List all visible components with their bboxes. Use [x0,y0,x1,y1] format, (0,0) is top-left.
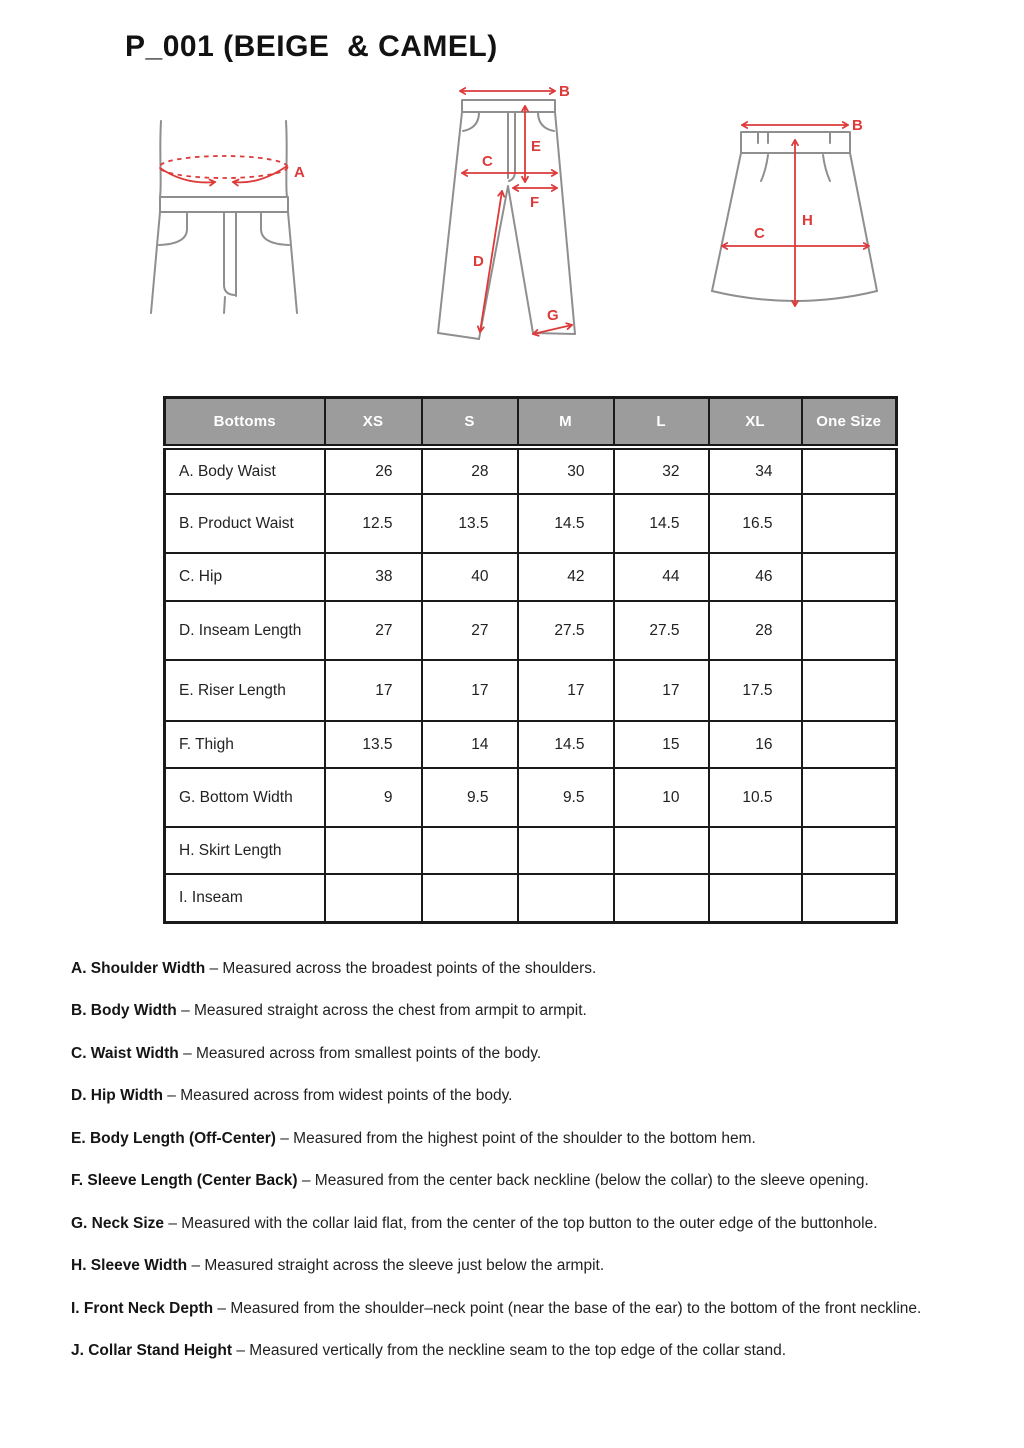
value-cell [709,827,802,874]
measure-label-H: H [802,212,813,229]
value-cell: 26 [325,447,422,494]
value-cell: 9 [325,768,422,827]
value-cell [802,874,897,922]
legend-separator: – [205,960,223,977]
legend-term: F. Sleeve Length (Center Back) [71,1172,298,1190]
value-cell: 34 [709,447,802,494]
legend-separator: – [213,1299,231,1317]
column-header: M [518,398,614,448]
value-cell: 10 [614,768,709,827]
table-row [165,553,897,601]
legend-item [71,1085,971,1107]
value-cell [709,874,802,922]
row-label-cell: F. Thigh [165,721,325,768]
row-label-cell: H. Skirt Length [165,827,325,874]
size-table-body [165,447,897,922]
legend-definition: Measured straight across the sleeve just below the armpit. [204,1257,605,1275]
measure-label-C: C [754,225,765,242]
legend-separator: – [178,1044,197,1062]
column-header: S [422,398,518,448]
pants-diagram [435,78,640,348]
legend-term: H. Sleeve Width [71,1257,188,1275]
value-cell [802,494,897,553]
legend-term: E. Body Length (Off-Center) [71,1129,276,1147]
value-cell: 27.5 [614,601,709,660]
value-cell: 13.5 [422,494,518,553]
legend-separator: – [176,1002,194,1020]
legend-item [71,1298,971,1320]
legend-definition: Measured across from widest points of the body. [180,1087,513,1105]
measure-label-D: D [473,253,484,270]
value-cell: 27 [422,601,518,660]
value-cell: 17 [518,660,614,721]
legend-term: J. Collar Stand Height [71,1342,233,1360]
legend-term: B. Body Width [71,1002,177,1020]
value-cell: 14.5 [518,721,614,768]
value-cell [614,874,709,922]
column-header: One Size [802,398,897,448]
value-cell: 9.5 [518,768,614,827]
table-row [165,768,897,827]
legend-term: A. Shoulder Width [71,960,206,977]
legend-item [71,1170,971,1192]
measure-label-F: F [530,194,540,211]
value-cell [422,874,518,922]
body-waist-diagram [123,95,343,320]
size-table-head [165,398,897,448]
value-cell: 27.5 [518,601,614,660]
value-cell [325,874,422,922]
legend-definition: Measured vertically from the neckline seam to the top edge of the collar stand. [249,1342,787,1360]
value-cell: 12.5 [325,494,422,553]
value-cell: 44 [614,553,709,601]
legend-separator: – [164,1214,182,1232]
measure-label-C: C [482,153,493,170]
legend-definition: Measured with the collar laid flat, from the center of the top button to the outer edge of the buttonhole. [181,1214,878,1232]
value-cell: 32 [614,447,709,494]
legend-item [71,1043,971,1065]
value-cell [614,827,709,874]
row-label-cell: C. Hip [165,553,325,601]
value-cell: 14.5 [614,494,709,553]
legend-definition: Measured from the highest point of the shoulder to the bottom hem. [293,1129,756,1147]
row-label-cell: E. Riser Length [165,660,325,721]
legend-item [71,1340,971,1362]
table-row [165,494,897,553]
row-label-cell: B. Product Waist [165,494,325,553]
row-label-cell: I. Inseam [165,874,325,922]
value-cell [802,827,897,874]
value-cell: 14 [422,721,518,768]
value-cell [802,768,897,827]
value-cell: 16.5 [709,494,802,553]
legend-item [71,1128,971,1150]
value-cell [802,660,897,721]
legend-item [71,1213,971,1235]
value-cell [802,721,897,768]
value-cell [422,827,518,874]
table-row [165,660,897,721]
value-cell [325,827,422,874]
value-cell: 16 [709,721,802,768]
table-row [165,601,897,660]
legend-definition: Measured from the center back neckline (below the collar) to the sleeve opening. [314,1172,869,1190]
row-label-cell: D. Inseam Length [165,601,325,660]
value-cell [518,874,614,922]
legend-item [71,1000,971,1022]
value-cell [518,827,614,874]
value-cell: 30 [518,447,614,494]
legend-definition: Measured straight across the chest from armpit to armpit. [194,1002,587,1020]
value-cell [802,553,897,601]
legend-term: G. Neck Size [71,1214,165,1232]
legend-separator: – [187,1257,205,1275]
value-cell [802,601,897,660]
legend-separator: – [162,1087,181,1105]
measure-label-G: G [547,307,559,324]
legend-definition: Measured from the shoulder–neck point (near the base of the ear) to the bottom of the front neckline. [230,1299,922,1317]
value-cell: 13.5 [325,721,422,768]
row-label-cell: A. Body Waist [165,447,325,494]
value-cell: 42 [518,553,614,601]
page-title: P_001 (BEIGE & CAMEL) [125,30,498,63]
table-row [165,874,897,922]
legend-item [71,1255,971,1277]
value-cell: 17 [325,660,422,721]
table-row [165,447,897,494]
value-cell: 27 [325,601,422,660]
value-cell [802,447,897,494]
measurement-legend [71,958,971,1383]
value-cell: 46 [709,553,802,601]
value-cell: 17.5 [709,660,802,721]
waist-circumference-dashes [160,156,288,178]
column-header: L [614,398,709,448]
value-cell: 17 [422,660,518,721]
legend-definition: Measured across the broadest points of the shoulders. [222,960,597,977]
legend-item [71,958,971,980]
value-cell: 14.5 [518,494,614,553]
measure-label-B: B [559,83,570,100]
measure-label-B: B [852,117,863,134]
table-row [165,721,897,768]
value-cell: 40 [422,553,518,601]
legend-separator: – [232,1342,250,1360]
column-header: Bottoms [165,398,325,448]
value-cell: 17 [614,660,709,721]
size-table [163,396,898,924]
column-header: XL [709,398,802,448]
value-cell: 15 [614,721,709,768]
value-cell: 38 [325,553,422,601]
legend-term: C. Waist Width [71,1044,179,1062]
legend-definition: Measured across from smallest points of the body. [196,1044,542,1062]
skirt-diagram [705,110,890,315]
row-label-cell: G. Bottom Width [165,768,325,827]
legend-separator: – [297,1172,315,1190]
legend-separator: – [275,1129,294,1147]
value-cell: 10.5 [709,768,802,827]
value-cell: 28 [709,601,802,660]
legend-term: I. Front Neck Depth [71,1299,214,1317]
measure-label-A: A [294,164,305,181]
table-row [165,827,897,874]
column-header: XS [325,398,422,448]
table-header-row [165,398,897,448]
value-cell: 28 [422,447,518,494]
legend-term: D. Hip Width [71,1087,163,1105]
measure-label-E: E [531,138,542,155]
value-cell: 9.5 [422,768,518,827]
